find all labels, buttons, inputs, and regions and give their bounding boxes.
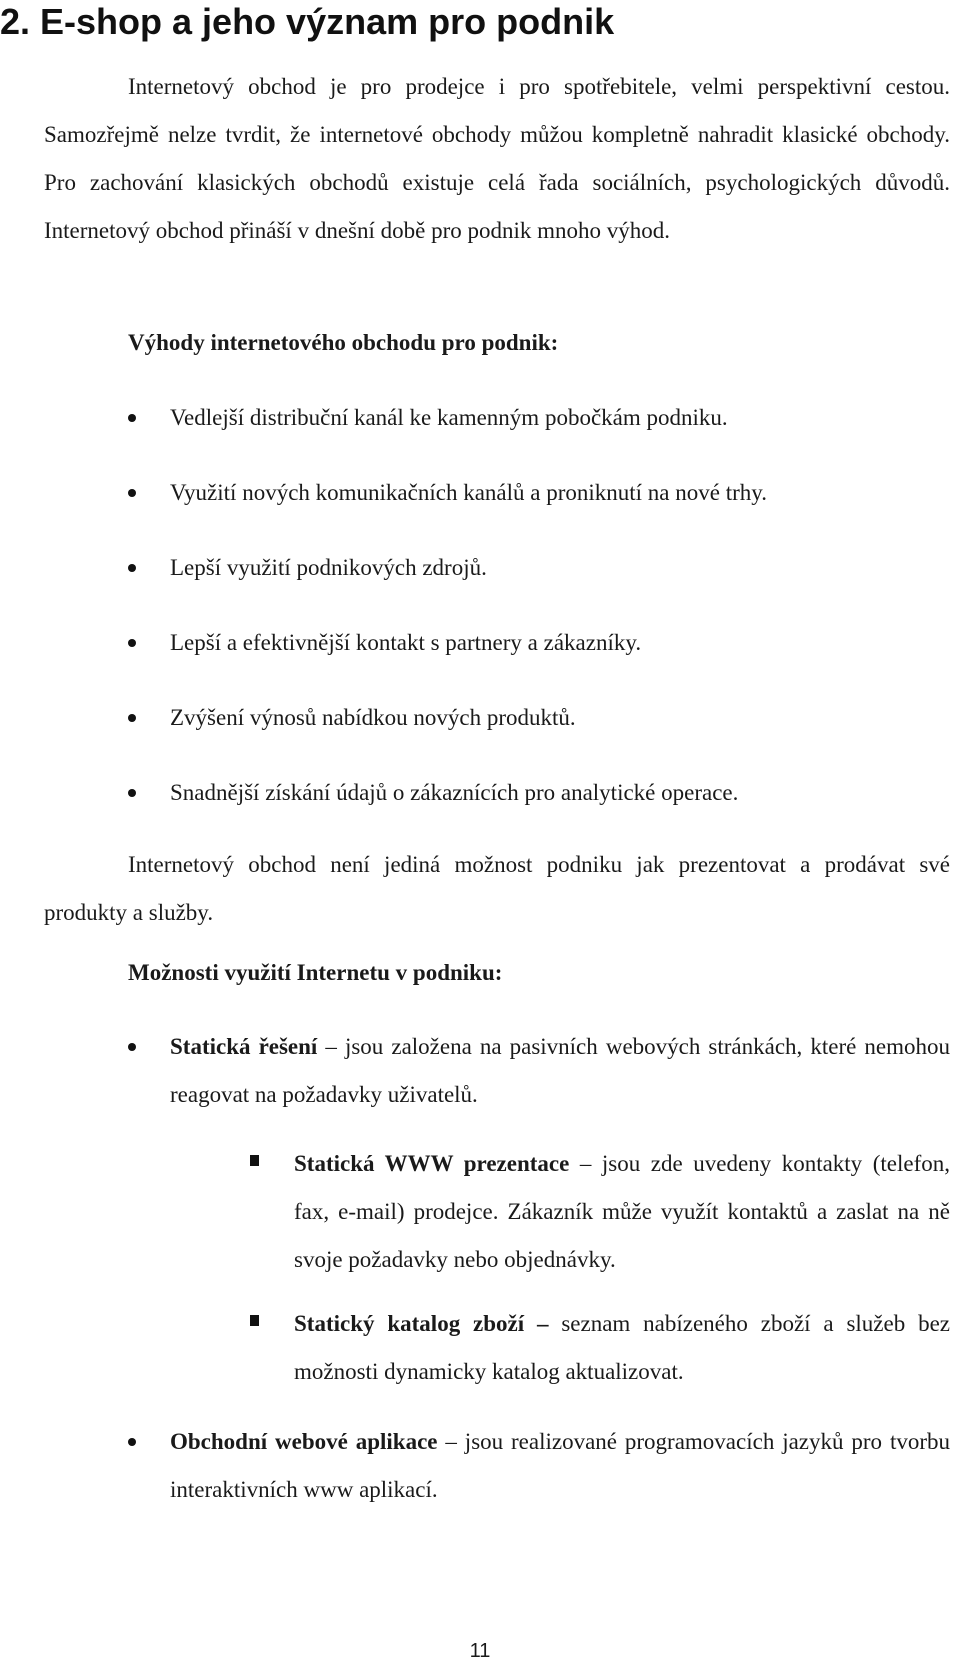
term: Statický katalog zboží – [294,1311,549,1336]
list-item [170,694,950,742]
list-item-text: Snadnější získání údajů o zákaznících pro analytické operace. [170,780,739,805]
list-item [170,619,950,667]
term: Statická řešení [170,1034,318,1059]
bullet-icon [128,414,136,422]
list-item [170,769,950,817]
bullet-icon [128,1043,136,1051]
definition: – jsou realizované programovacích jazyků pro tvorbu interaktivních www aplikací. [170,1429,950,1502]
definition: – jsou založena na pasivních webových stránkách, které nemohou reagovat na požadavky uživatelů. [170,1034,950,1107]
list-item-text: Vedlejší distribuční kanál ke kamenným pobočkám podniku. [170,405,728,430]
list-item-text: Zvýšení výnosů nabídkou nových produktů. [170,705,576,730]
square-bullet-icon [250,1155,259,1166]
bullet-icon [128,789,136,797]
options-heading: Možnosti využití Internetu v podniku: [128,960,503,985]
advantages-heading: Výhody internetového obchodu pro podnik: [128,330,559,355]
list-item-text: Lepší využití podnikových zdrojů. [170,555,487,580]
intro-text: Internetový obchod je pro prodejce i pro spotřebitele, velmi perspektivní cestou. Samozřejmě nelze tvrdit, že internetové obchody můžou kompletně nahradit klasické obchody. Pro zachování klasických obchodů existuje celá řada sociálních, psychologických důvodů. Internetový obchod přináší v dnešní době pro podnik mnoho výhod. [44,74,950,243]
list-item-text: Lepší a efektivnější kontakt s partnery a zákazníky. [170,630,642,655]
page-title: 2. E-shop a jeho význam pro podnik [0,1,615,42]
square-bullet-icon [250,1315,259,1326]
middle-paragraph [44,841,950,937]
list-item [170,469,950,517]
intro-paragraph [44,63,950,255]
list-item [170,394,950,442]
list-item-text: Využití nových komunikačních kanálů a proniknutí na nové trhy. [170,480,768,505]
bullet-icon [128,639,136,647]
list-item [170,544,950,592]
bullet-icon [128,564,136,572]
page-number: 11 [469,1640,491,1662]
term: Statická WWW prezentace [294,1151,570,1176]
sublist-item-static-catalog [294,1300,950,1396]
bullet-icon [128,714,136,722]
list-item-web-apps [170,1418,950,1514]
definition: seznam nabízeného zboží a služeb bez možnosti dynamicky katalog aktualizovat. [294,1311,950,1384]
term: Obchodní webové aplikace [170,1429,438,1454]
middle-text: Internetový obchod není jediná možnost podniku jak prezentovat a prodávat své produkty a služby. [44,852,950,925]
definition: – jsou zde uvedeny kontakty (telefon, fax, e-mail) prodejce. Zákazník může využít kontaktů a zaslat na ně svoje požadavky nebo objednávky. [294,1151,950,1272]
bullet-icon [128,1438,136,1446]
bullet-icon [128,489,136,497]
sublist-item-static-presentation [294,1140,950,1284]
list-item-static-solutions [170,1023,950,1119]
